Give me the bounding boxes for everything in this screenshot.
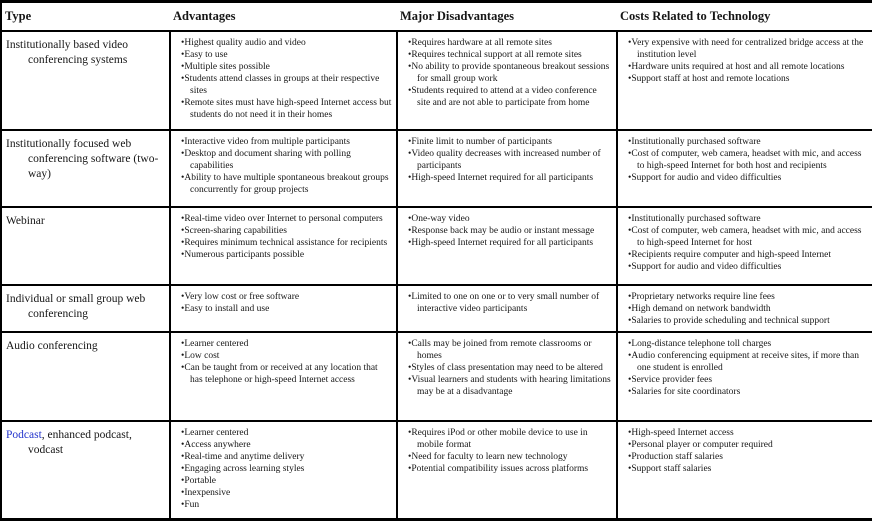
list-item: • Ability to have multiple spontaneous breakout groups concurrently for group projects bbox=[181, 172, 392, 196]
list-item: • Highest quality audio and video bbox=[181, 37, 392, 49]
header-row bbox=[1, 2, 872, 32]
costs-cell bbox=[617, 130, 872, 207]
list-item: • Requires minimum technical assistance for recipients bbox=[181, 237, 392, 249]
type-text bbox=[6, 137, 166, 182]
type-text bbox=[6, 292, 166, 322]
list-item: • Personal player or computer required bbox=[628, 439, 868, 451]
disadvantages-cell bbox=[397, 332, 617, 421]
list-item: • Recipients require computer and high-speed Internet bbox=[628, 249, 868, 261]
list-item: • Can be taught from or received at any location that has telephone or high-speed Internet access bbox=[181, 362, 392, 386]
advantages-list bbox=[175, 212, 393, 261]
advantages-cell bbox=[170, 285, 397, 332]
list-item: • Learner centered bbox=[181, 427, 392, 439]
list-item: • High-speed Internet required for all participants bbox=[408, 237, 612, 249]
list-item: • One-way video bbox=[408, 213, 612, 225]
list-item: • Inexpensive bbox=[181, 487, 392, 499]
list-item: • No ability to provide spontaneous breakout sessions for small group work bbox=[408, 61, 612, 85]
type-text bbox=[6, 428, 166, 458]
list-item: • Cost of computer, web camera, headset with mic, and access to high-speed Internet for both host and recipients bbox=[628, 148, 868, 172]
list-item: • Visual learners and students with hearing limitations may be at a disadvantage bbox=[408, 374, 612, 398]
list-item: • Numerous participants possible bbox=[181, 249, 392, 261]
list-item: • Institutionally purchased software bbox=[628, 213, 868, 225]
list-item: • Students required to attend at a video conference site and are not able to participate from home bbox=[408, 85, 612, 109]
type-cell bbox=[1, 130, 170, 207]
list-item: • Production staff salaries bbox=[628, 451, 868, 463]
costs-list bbox=[622, 212, 869, 273]
disadvantages-list bbox=[402, 135, 613, 184]
type-text bbox=[6, 339, 166, 354]
list-item: • Institutionally purchased software bbox=[628, 136, 868, 148]
header-costs-label: Costs Related to Technology bbox=[620, 8, 771, 23]
list-item: • Interactive video from multiple participants bbox=[181, 136, 392, 148]
disadvantages-list bbox=[402, 212, 613, 249]
list-item: • Salaries to provide scheduling and technical support bbox=[628, 315, 868, 327]
type-cell bbox=[1, 31, 170, 130]
disadvantages-list bbox=[402, 337, 613, 398]
costs-list bbox=[622, 135, 869, 184]
list-item: • Remote sites must have high-speed Internet access but students do not need it in their homes bbox=[181, 97, 392, 121]
advantages-cell bbox=[170, 130, 397, 207]
list-item: • Very low cost or free software bbox=[181, 291, 392, 303]
header-disadvantages bbox=[397, 2, 617, 32]
list-item: • Cost of computer, web camera, headset with mic, and access to high-speed Internet for host bbox=[628, 225, 868, 249]
header-type bbox=[1, 2, 170, 32]
header-advantages bbox=[170, 2, 397, 32]
list-item: • Very expensive with need for centralized bridge access at the institution level bbox=[628, 37, 868, 61]
list-item: • Requires technical support at all remote sites bbox=[408, 49, 612, 61]
advantages-list bbox=[175, 290, 393, 315]
table-row bbox=[1, 285, 872, 332]
list-item: • Real-time video over Internet to personal computers bbox=[181, 213, 392, 225]
list-item: • Desktop and document sharing with polling capabilities bbox=[181, 148, 392, 172]
list-item: • Portable bbox=[181, 475, 392, 487]
type-label: , enhanced podcast, vodcast bbox=[28, 429, 132, 456]
disadvantages-cell bbox=[397, 285, 617, 332]
list-item: • Access anywhere bbox=[181, 439, 392, 451]
advantages-cell bbox=[170, 207, 397, 285]
costs-list bbox=[622, 426, 869, 475]
advantages-list bbox=[175, 426, 393, 511]
table-body bbox=[1, 31, 872, 519]
header-type-label: Type bbox=[5, 8, 32, 23]
type-label: Webinar bbox=[6, 215, 45, 227]
costs-cell bbox=[617, 285, 872, 332]
list-item: • Service provider fees bbox=[628, 374, 868, 386]
advantages-list bbox=[175, 337, 393, 386]
list-item: • Need for faculty to learn new technology bbox=[408, 451, 612, 463]
list-item: • Multiple sites possible bbox=[181, 61, 392, 73]
type-label: Institutionally based video conferencing systems bbox=[6, 39, 129, 66]
type-label: Individual or small group web conferencing bbox=[6, 293, 146, 320]
costs-list bbox=[622, 337, 869, 398]
header-costs bbox=[617, 2, 872, 32]
type-label: Audio conferencing bbox=[6, 340, 98, 352]
list-item: • Low cost bbox=[181, 350, 392, 362]
type-cell bbox=[1, 332, 170, 421]
list-item: • Hardware units required at host and all remote locations bbox=[628, 61, 868, 73]
list-item: • Styles of class presentation may need to be altered bbox=[408, 362, 612, 374]
disadvantages-list bbox=[402, 36, 613, 109]
costs-cell bbox=[617, 332, 872, 421]
table-row bbox=[1, 207, 872, 285]
table-header bbox=[1, 2, 872, 32]
list-item: • Real-time and anytime delivery bbox=[181, 451, 392, 463]
list-item: • Video quality decreases with increased number of participants bbox=[408, 148, 612, 172]
table-row bbox=[1, 130, 872, 207]
advantages-cell bbox=[170, 31, 397, 130]
type-text bbox=[6, 214, 166, 229]
type-cell bbox=[1, 421, 170, 519]
list-item: • High demand on network bandwidth bbox=[628, 303, 868, 315]
list-item: • Proprietary networks require line fees bbox=[628, 291, 868, 303]
disadvantages-list bbox=[402, 290, 613, 315]
disadvantages-cell bbox=[397, 421, 617, 519]
list-item: • Support staff salaries bbox=[628, 463, 868, 475]
list-item: • High-speed Internet access bbox=[628, 427, 868, 439]
list-item: • Salaries for site coordinators bbox=[628, 386, 868, 398]
type-cell bbox=[1, 207, 170, 285]
list-item: • Response back may be audio or instant message bbox=[408, 225, 612, 237]
list-item: • Audio conferencing equipment at receive sites, if more than one student is enrolled bbox=[628, 350, 868, 374]
list-item: • Potential compatibility issues across platforms bbox=[408, 463, 612, 475]
list-item: • Engaging across learning styles bbox=[181, 463, 392, 475]
costs-cell bbox=[617, 421, 872, 519]
list-item: • Limited to one on one or to very small number of interactive video participants bbox=[408, 291, 612, 315]
advantages-list bbox=[175, 135, 393, 196]
list-item: • Support for audio and video difficulties bbox=[628, 261, 868, 273]
list-item: • Easy to install and use bbox=[181, 303, 392, 315]
type-cell bbox=[1, 285, 170, 332]
disadvantages-cell bbox=[397, 130, 617, 207]
list-item: • Support staff at host and remote locations bbox=[628, 73, 868, 85]
costs-cell bbox=[617, 207, 872, 285]
list-item: • Students attend classes in groups at their respective sites bbox=[181, 73, 392, 97]
podcast-link[interactable]: Podcast bbox=[6, 429, 42, 441]
costs-list bbox=[622, 290, 869, 327]
costs-cell bbox=[617, 31, 872, 130]
advantages-list bbox=[175, 36, 393, 121]
disadvantages-cell bbox=[397, 31, 617, 130]
list-item: • Fun bbox=[181, 499, 392, 511]
list-item: • High-speed Internet required for all participants bbox=[408, 172, 612, 184]
type-label: Institutionally focused web conferencing software (two-way) bbox=[6, 138, 159, 180]
header-disadvantages-label: Major Disadvantages bbox=[400, 8, 515, 23]
table-row bbox=[1, 332, 872, 421]
header-advantages-label: Advantages bbox=[173, 8, 236, 23]
disadvantages-list bbox=[402, 426, 613, 475]
list-item: • Finite limit to number of participants bbox=[408, 136, 612, 148]
advantages-cell bbox=[170, 421, 397, 519]
type-text bbox=[6, 38, 166, 68]
table-row bbox=[1, 421, 872, 519]
list-item: • Easy to use bbox=[181, 49, 392, 61]
list-item: • Requires iPod or other mobile device to use in mobile format bbox=[408, 427, 612, 451]
list-item: • Screen-sharing capabilities bbox=[181, 225, 392, 237]
list-item: • Requires hardware at all remote sites bbox=[408, 37, 612, 49]
costs-list bbox=[622, 36, 869, 85]
list-item: • Calls may be joined from remote classrooms or homes bbox=[408, 338, 612, 362]
disadvantages-cell bbox=[397, 207, 617, 285]
list-item: • Learner centered bbox=[181, 338, 392, 350]
advantages-cell bbox=[170, 332, 397, 421]
table-row bbox=[1, 31, 872, 130]
list-item: • Long-distance telephone toll charges bbox=[628, 338, 868, 350]
list-item: • Support for audio and video difficulties bbox=[628, 172, 868, 184]
